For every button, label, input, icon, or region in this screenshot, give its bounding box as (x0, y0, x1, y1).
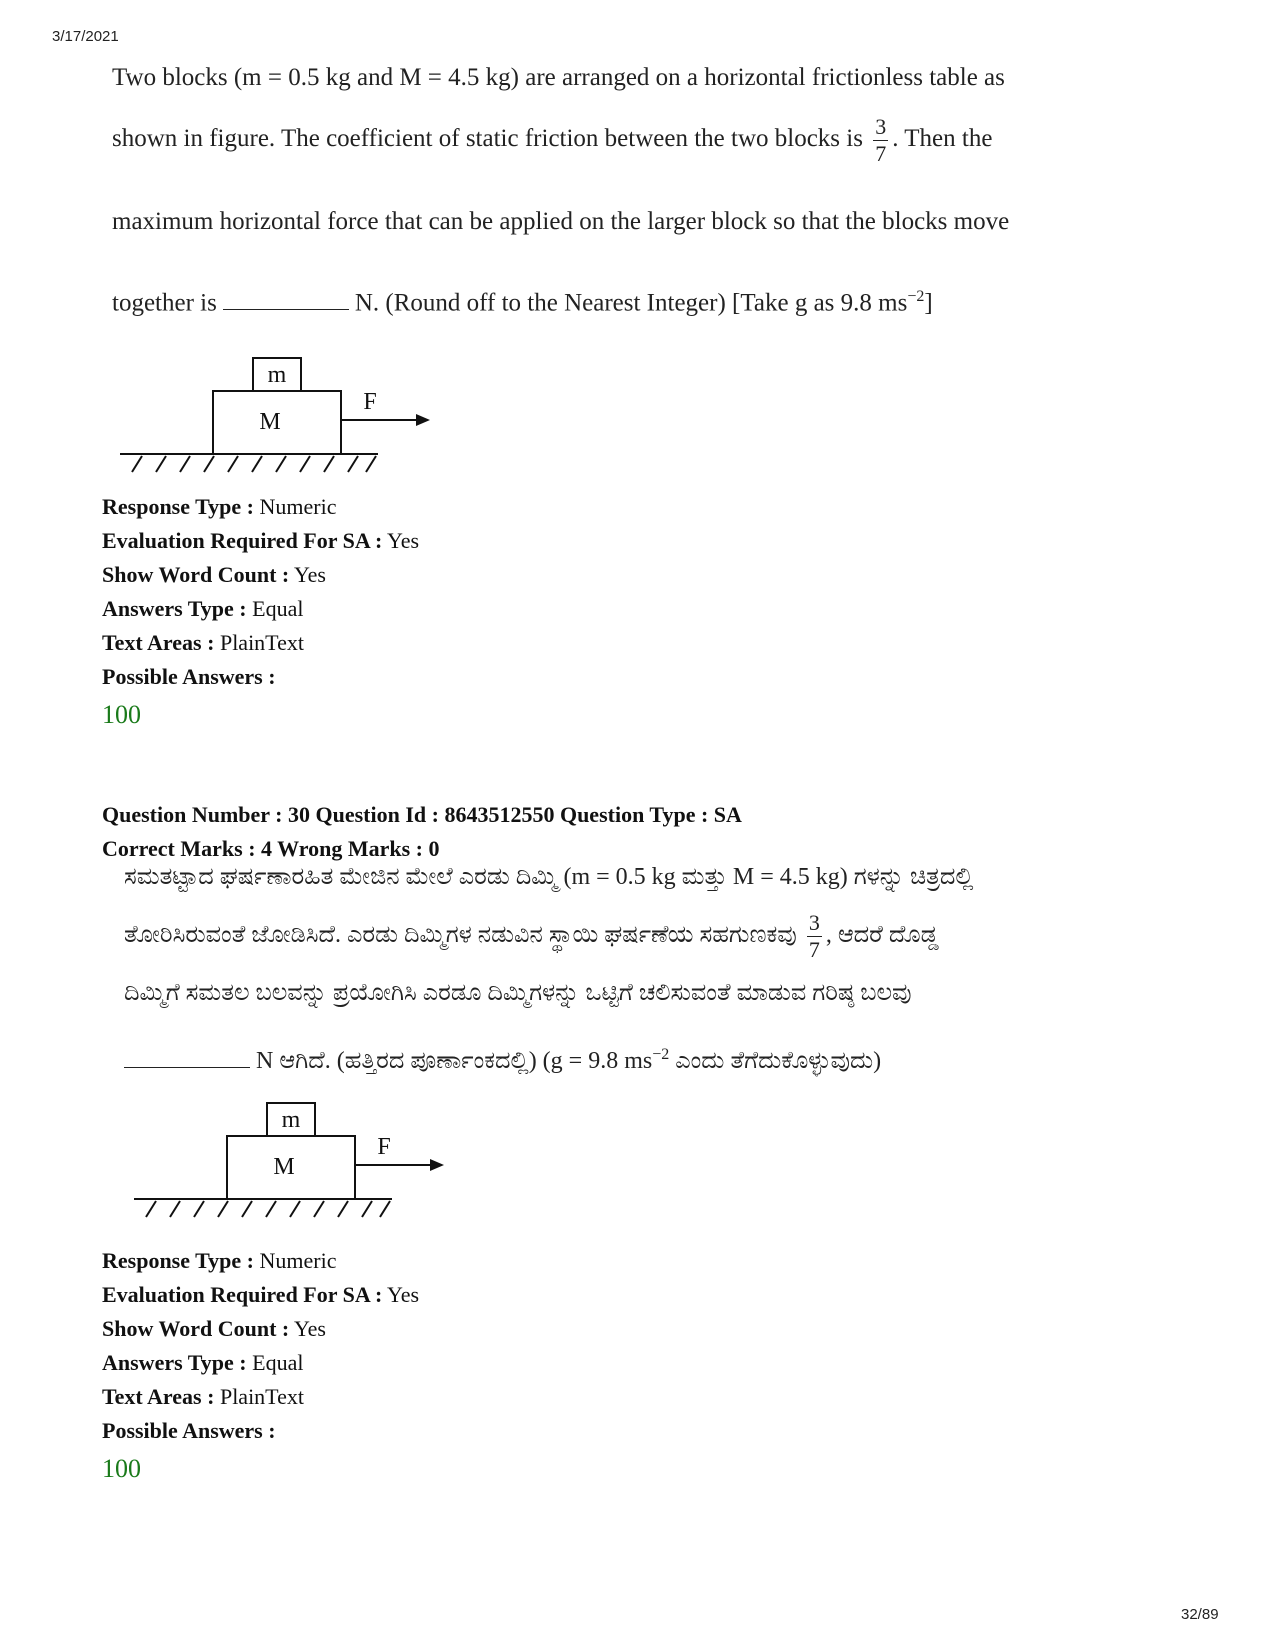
force-arrow-head (430, 1159, 444, 1171)
superscript: −2 (652, 1046, 670, 1063)
question-line (124, 912, 939, 961)
marks-line: Correct Marks : 4 Wrong Marks : 0 (102, 836, 440, 861)
question-line (112, 116, 992, 165)
print-date: 3/17/2021 (52, 28, 119, 45)
page-number: 32/89 (1181, 1606, 1219, 1623)
evaluation-row: Evaluation Required For SA : Yes (102, 528, 420, 553)
question-line (124, 1046, 881, 1075)
text-fragment: , ಆದರೆ ದೊಡ್ಡ (825, 922, 939, 949)
text-fragment: N. (Round off to the Nearest Integer) [Take g as 9.8 ms (354, 289, 908, 317)
question-line: maximum horizontal force that can be applied on the larger block so that the blocks move (112, 208, 1010, 235)
fraction-numerator: 3 (875, 114, 887, 139)
answer-blank (124, 1067, 250, 1068)
fraction-numerator: 3 (808, 910, 820, 935)
table-hatching (132, 456, 376, 472)
fraction-denominator: 7 (808, 937, 820, 962)
possible-answers-row: Possible Answers : (102, 1418, 276, 1443)
answer-blank (223, 309, 349, 310)
fraction (873, 116, 888, 165)
possible-answer-value: 100 (102, 1454, 141, 1483)
blocks-figure (134, 1100, 454, 1230)
answers-type-row: Answers Type : Equal (102, 596, 304, 621)
text-fragment: N ಆಗಿದೆ. (ಹತ್ತಿರದ ಪೂರ್ಣಾಂಕದಲ್ಲಿ) (g = 9.8 ms (256, 1048, 653, 1074)
evaluation-row: Evaluation Required For SA : Yes (102, 1282, 420, 1307)
answers-type-row: Answers Type : Equal (102, 1350, 304, 1375)
possible-answers-row: Possible Answers : (102, 664, 276, 689)
possible-answer-value: 100 (102, 700, 141, 729)
text-fragment: . Then the (892, 125, 993, 153)
force-arrow-head (416, 414, 430, 426)
text-areas-row: Text Areas : PlainText (102, 1384, 304, 1409)
question-line: Two blocks (m = 0.5 kg and M = 4.5 kg) are arranged on a horizontal frictionless table as (112, 64, 1005, 91)
question-number-line: Question Number : 30 Question Id : 8643512550 Question Type : SA (102, 802, 742, 827)
small-block-label: m (267, 362, 287, 388)
question-line (112, 288, 933, 317)
question-header (102, 798, 742, 866)
question-line: ದಿಮ್ಮಿಗೆ ಸಮತಲ ಬಲವನ್ನು ಪ್ರಯೋಗಿಸಿ ಎರಡೂ ದಿಮ್ಮಿಗಳನ್ನು ಒಟ್ಟಿಗೆ ಚಲಿಸುವಂತೆ ಮಾಡುವ ಗರಿಷ್ಠ ಬಲವು (124, 980, 912, 1006)
text-areas-row: Text Areas : PlainText (102, 630, 304, 655)
large-block-label: M (259, 409, 281, 435)
word-count-row: Show Word Count : Yes (102, 1316, 326, 1341)
table-hatching (146, 1201, 390, 1217)
response-meta (102, 1244, 419, 1486)
text-fragment: ] (924, 289, 933, 317)
response-meta (102, 490, 419, 732)
superscript: −2 (907, 288, 925, 305)
word-count-row: Show Word Count : Yes (102, 562, 326, 587)
force-label: F (377, 1134, 391, 1160)
text-fragment: ತೋರಿಸಿರುವಂತೆ ಜೋಡಿಸಿದೆ. ಎರಡು ದಿಮ್ಮಿಗಳ ನಡುವಿನ ಸ್ಥಾಯಿ ಘರ್ಷಣೆಯ ಸಹಗುಣಕವು (124, 922, 797, 949)
fraction-denominator: 7 (875, 141, 887, 166)
response-type-row: Response Type : Numeric (102, 494, 337, 519)
blocks-figure (120, 355, 440, 485)
text-fragment: ಎಂದು ತೆಗೆದುಕೊಳ್ಳುವುದು) (669, 1048, 882, 1074)
question-line: ಸಮತಟ್ಟಾದ ಘರ್ಷಣಾರಹಿತ ಮೇಜಿನ ಮೇಲೆ ಎರಡು ದಿಮ್ಮಿ (m = 0.5 kg ಮತ್ತು M = 4.5 kg) ಗಳನ್ನು ಚಿತ್ರದಲ್ಲಿ (124, 864, 974, 890)
force-label: F (363, 389, 377, 415)
large-block-label: M (273, 1154, 295, 1180)
fraction (807, 912, 822, 961)
text-fragment: shown in figure. The coefficient of static friction between the two blocks is (112, 125, 863, 153)
small-block-label: m (281, 1107, 301, 1133)
text-fragment: together is (112, 289, 217, 317)
response-type-row: Response Type : Numeric (102, 1248, 337, 1273)
